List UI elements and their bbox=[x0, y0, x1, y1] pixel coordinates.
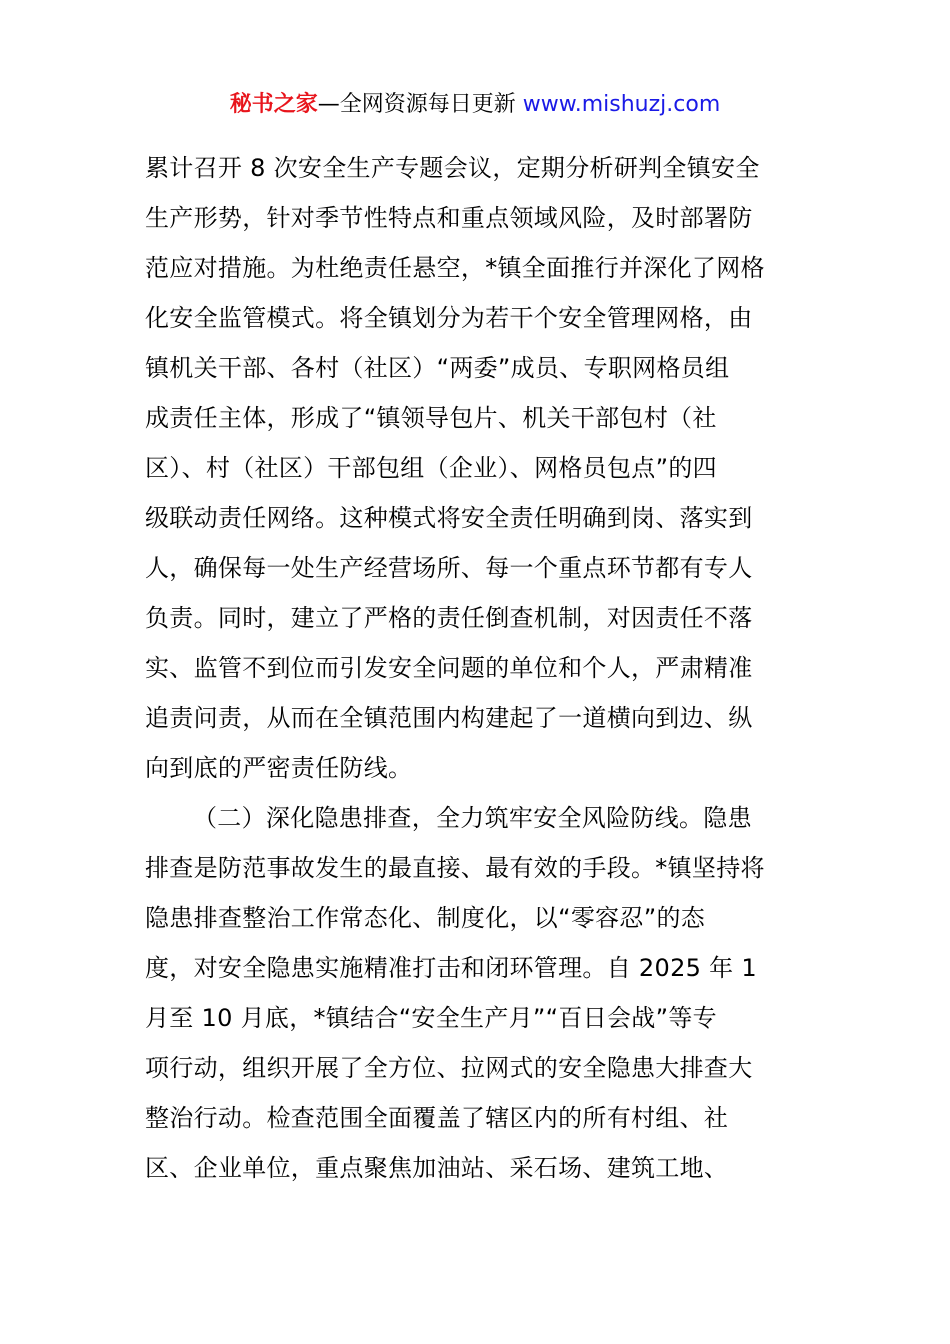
document-body bbox=[145, 143, 810, 1193]
text-line: 范应对措施。为杜绝责任悬空，*镇全面推行并深化了网格 bbox=[145, 254, 765, 282]
text-line: 负责。同时，建立了严格的责任倒查机制，对因责任不落 bbox=[145, 604, 753, 632]
text-line: 人，确保每一处生产经营场所、每一个重点环节都有专人 bbox=[145, 554, 753, 582]
text-line: 整治行动。检查范围全面覆盖了辖区内的所有村组、社 bbox=[145, 1104, 729, 1132]
text-line: 月至 10 月底，*镇结合“安全生产月”“百日会战”等专 bbox=[145, 1004, 717, 1032]
text-line: 级联动责任网络。这种模式将安全责任明确到岗、落实到 bbox=[145, 504, 753, 532]
text-line: 区）、村（社区）干部包组（企业）、网格员包点”的四 bbox=[145, 454, 717, 482]
text-line: 度，对安全隐患实施精准打击和闭环管理。自 2025 年 1 bbox=[145, 954, 757, 982]
section-heading-line: （二）深化隐患排查，全力筑牢安全风险防线。隐患 bbox=[193, 804, 752, 832]
text-line: 区、企业单位，重点聚焦加油站、采石场、建筑工地、 bbox=[145, 1154, 729, 1182]
text-line: 生产形势，针对季节性特点和重点领域风险，及时部署防 bbox=[145, 204, 753, 232]
text-line: 化安全监管模式。将全镇划分为若干个安全管理网格，由 bbox=[145, 304, 753, 332]
text-line: 追责问责，从而在全镇范围内构建起了一道横向到边、纵 bbox=[145, 704, 753, 732]
text-line: 向到底的严密责任防线。 bbox=[145, 754, 413, 782]
text-line: 镇机关干部、各村（社区）“两委”成员、专职网格员组 bbox=[145, 354, 730, 382]
text-line: 累计召开 8 次安全生产专题会议，定期分析研判全镇安全 bbox=[145, 154, 760, 182]
site-header bbox=[0, 88, 950, 122]
text-line: 实、监管不到位而引发安全问题的单位和个人，严肃精准 bbox=[145, 654, 753, 682]
site-url-link[interactable]: www.mishuzj.com bbox=[522, 92, 721, 117]
header-tagline: —全网资源每日更新 bbox=[317, 92, 516, 117]
text-line: 隐患排查整治工作常态化、制度化，以“零容忍”的态 bbox=[145, 904, 706, 932]
text-line: 成责任主体，形成了“镇领导包片、机关干部包村（社 bbox=[145, 404, 717, 432]
brand-name: 秘书之家 bbox=[229, 92, 318, 117]
text-line: 项行动，组织开展了全方位、拉网式的安全隐患大排查大 bbox=[145, 1054, 753, 1082]
text-line: 排查是防范事故发生的最直接、最有效的手段。*镇坚持将 bbox=[145, 854, 765, 882]
